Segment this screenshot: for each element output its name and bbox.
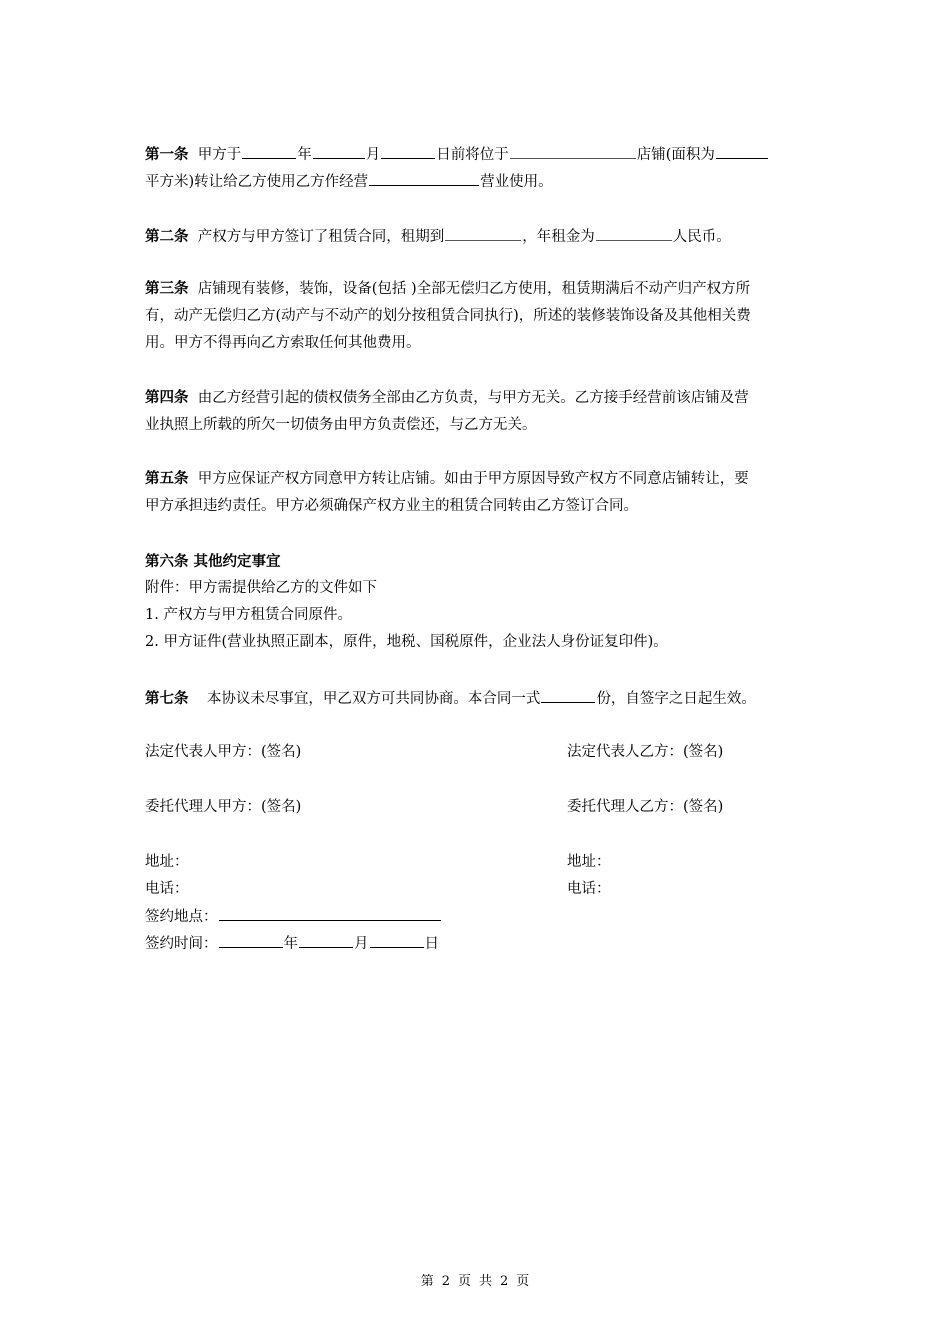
blank-month	[313, 144, 365, 159]
article-4-line-2: 业执照上所载的所欠一切债务由甲方负责偿还，与乙方无关。	[145, 417, 537, 433]
article-1-line-1: 第一条 甲方于 年 月 日前将位于 店铺(面积为	[145, 144, 769, 165]
article-1-title: 第一条	[145, 147, 189, 163]
article-7: 第七条 本协议未尽事宜，甲乙双方可共同协商。本合同一式 份，自签字之日起生效。	[145, 688, 756, 709]
blank-rent	[596, 226, 672, 241]
address-party-a: 地址：	[145, 854, 189, 870]
article-4-title: 第四条	[145, 390, 189, 406]
signing-place: 签约地点：	[145, 906, 442, 927]
article-4-line-1: 第四条 由乙方经营引起的债权债务全部由乙方负责，与甲方无关。乙方接手经营前该店铺及营	[145, 390, 749, 406]
article-2: 第二条 产权方与甲方签订了租赁合同，租期到 ，年租金为 人民币。	[145, 226, 731, 247]
phone-party-a: 电话：	[145, 881, 189, 897]
page-footer: 第 2 页 共 2 页	[420, 1274, 530, 1289]
article-5-line-2: 甲方承担违约责任。甲方必须确保产权方业主的租赁合同转由乙方签订合同。	[145, 498, 638, 514]
attachment-item-1: 1. 产权方与甲方租赁合同原件。	[145, 607, 352, 623]
article-7-title: 第七条	[145, 691, 189, 707]
article-5-line-1: 第五条 甲方应保证产权方同意甲方转让店铺。如由于甲方原因导致产权方不同意店铺转让，要	[145, 471, 749, 487]
article-6-title: 第六条 其他约定事宜	[145, 554, 281, 570]
article-3-line-1: 第三条 店铺现有装修，装饰，设备(包括 )全部无偿归乙方使用，租赁期满后不动产归产权方所	[145, 281, 751, 297]
blank-sign-month	[299, 933, 353, 948]
address-party-b: 地址：	[567, 854, 611, 870]
total-page-number: 2	[500, 1274, 509, 1289]
legal-rep-party-a: 法定代表人甲方：(签名)	[145, 744, 302, 760]
article-3-line-2: 有，动产无偿归乙方(动产与不动产的划分按租赁合同执行)，所述的装修装饰设备及其他相关费	[145, 308, 751, 324]
attachment-heading: 附件：甲方需提供给乙方的文件如下	[145, 580, 377, 596]
blank-copies	[541, 688, 595, 703]
blank-day	[381, 144, 435, 159]
legal-rep-party-b: 法定代表人乙方：(签名)	[567, 744, 724, 760]
article-5-title: 第五条	[145, 471, 189, 487]
article-2-title: 第二条	[145, 229, 189, 245]
blank-sign-year	[219, 933, 283, 948]
blank-area	[716, 144, 768, 159]
blank-year	[242, 144, 296, 159]
article-3-line-3: 用。甲方不得再向乙方索取任何其他费用。	[145, 335, 421, 351]
blank-business	[369, 171, 479, 186]
attachment-item-2: 2. 甲方证件(营业执照正副本，原件，地税、国税原件，企业法人身份证复印件)。	[145, 634, 668, 650]
signing-time: 签约时间： 年 月 日	[145, 933, 439, 954]
agent-party-b: 委托代理人乙方：(签名)	[567, 799, 724, 815]
agent-party-a: 委托代理人甲方：(签名)	[145, 799, 302, 815]
current-page-number: 2	[441, 1274, 450, 1289]
blank-sign-day	[370, 933, 424, 948]
phone-party-b: 电话：	[567, 881, 611, 897]
blank-signing-place	[219, 906, 441, 921]
blank-term	[445, 226, 521, 241]
blank-location	[510, 144, 636, 159]
article-1-line-2: 平方米)转让给乙方使用乙方作经营 营业使用。	[145, 171, 553, 192]
article-3-title: 第三条	[145, 281, 189, 297]
